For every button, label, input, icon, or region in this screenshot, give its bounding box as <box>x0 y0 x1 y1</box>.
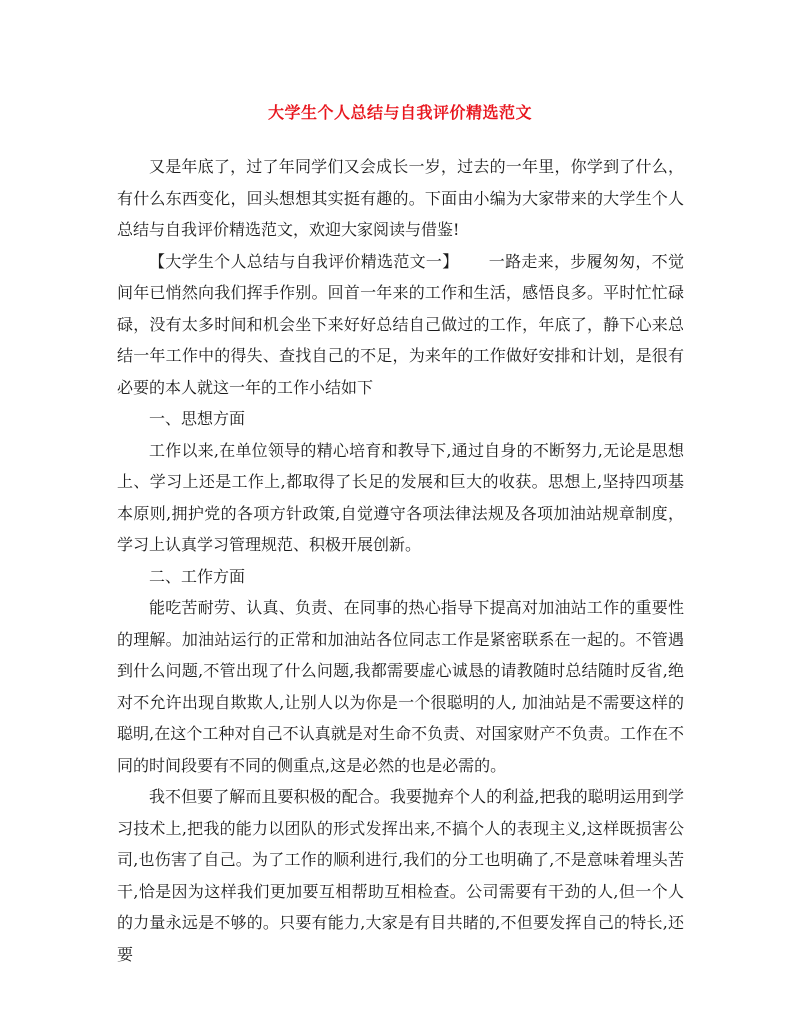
section-one-paragraph <box>117 246 684 404</box>
paragraph-thought: 工作以来,在单位领导的精心培育和教导下,通过自身的不断努力,无论是思想上、学习上还是工作上,都取得了长足的发展和巨大的收获。思想上,坚持四项基本原则,拥护党的各项方针政策,自觉遵守各项法律法规及各项加油站规章制度，学习上认真学习管理规范、积极开展创新。 <box>117 440 684 554</box>
section-one-label: 【大学生个人总结与自我评价精选范文一】 <box>149 251 459 271</box>
paragraph-work: 能吃苦耐劳、认真、负责、在同事的热心指导下提高对加油站工作的重要性的理解。加油站运行的正常和加油站各位同志工作是紧密联系在一起的。不管遇到什么问题,不管出现了什么问题,我都需要虚心诚恳的请教随时总结随时反省,绝对不允许出现自欺欺人,让别人以为你是一个很聪明的人, 加油站是不需要这样的聪明,在这个工种对自己不认真就是对生命不负责、对国家财产不负责。工作在不同的时间段要有不同的侧重点,这是必然的也是必需的。 <box>117 598 684 775</box>
heading-work: 二、工作方面 <box>149 566 246 586</box>
paragraph-cooperation: 我不但要了解而且要积极的配合。我要抛弃个人的利益,把我的聪明运用到学习技术上,把我的能力以团队的形式发挥出来,不搞个人的表现主义,这样既损害公司,也伤害了自己。为了工作的顺利进行,我们的分工也明确了,不是意味着埋头苦干,恰是因为这样我们更加要互相帮助互相检查。公司需要有干劲的人,但一个人的力量永远是不够的。只要有能力,大家是有目共睹的,不但要发挥自己的特长,还要 <box>117 787 684 964</box>
section-one-text: 一路走来，步履匆匆，不觉间年已悄然向我们挥手作别。回首一年来的工作和生活，感悟良多。平时忙忙碌碌，没有太多时间和机会坐下来好好总结自己做过的工作，年底了，静下心来总结一年工作中的得失、查找自己的不足，为来年的工作做好安排和计划，是很有必要的本人就这一年的工作小结如下 <box>117 251 684 397</box>
intro-paragraph: 又是年底了，过了年同学们又会成长一岁，过去的一年里，你学到了什么，有什么东西变化，回头想想其实挺有趣的。下面由小编为大家带来的大学生个人总结与自我评价精选范文，欢迎大家阅读与借鉴! <box>117 157 684 239</box>
heading-thought: 一、思想方面 <box>149 409 246 428</box>
document-body <box>117 151 684 970</box>
document-title: 大学生个人总结与自我评价精选范文 <box>267 103 532 122</box>
